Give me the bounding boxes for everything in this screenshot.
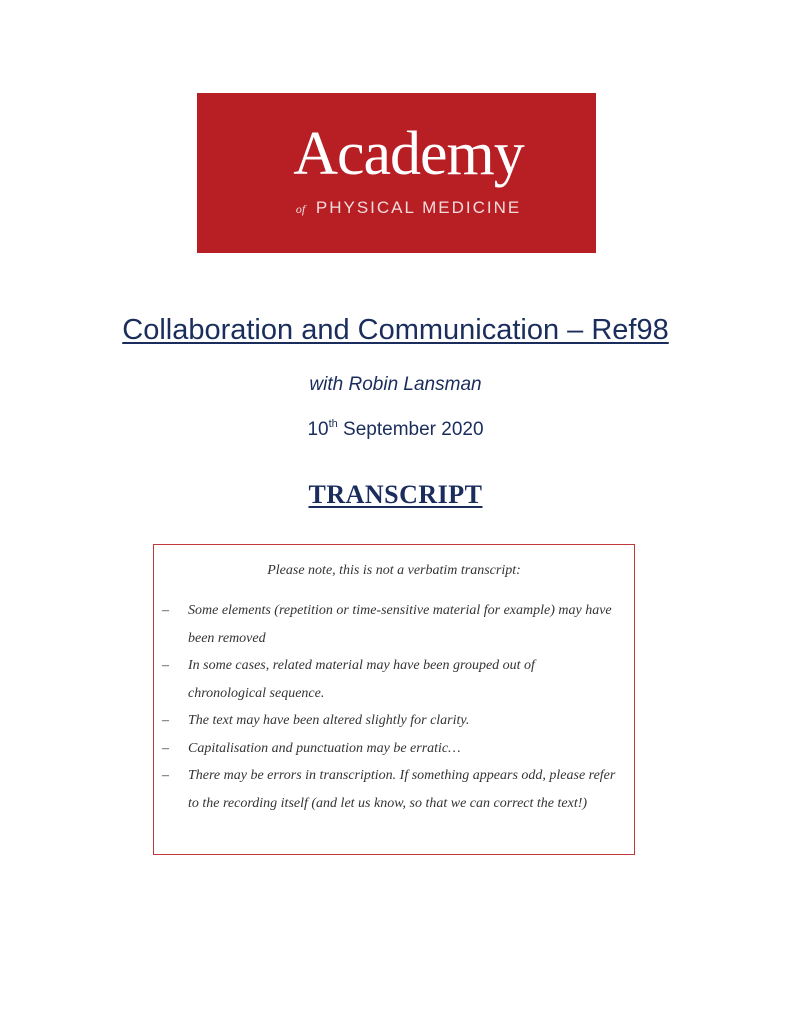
date-suffix: th (328, 418, 338, 430)
disclaimer-list (154, 597, 634, 817)
list-item-text: There may be errors in transcription. If something appears odd, please refer to the recording itself (and let us know, so that we can correct the text!) (188, 768, 616, 811)
dash-bullet: – (162, 740, 169, 756)
date-rest: September 2020 (343, 419, 484, 440)
document-title: Collaboration and Communication – Ref98 (122, 314, 669, 346)
presenter-line: with Robin Lansman (309, 374, 482, 395)
logo-wordmark: Academy (293, 120, 524, 188)
list-item (154, 762, 634, 817)
list-item (154, 707, 634, 735)
logo-subtitle-text: PHYSICAL MEDICINE (315, 198, 522, 217)
session-date (0, 418, 791, 441)
dash-bullet: – (162, 658, 169, 673)
list-item-text: The text may have been altered slightly for clarity. (188, 713, 470, 728)
disclaimer-intro: Please note, this is not a verbatim transcript: (267, 563, 521, 578)
date-day: 10 (307, 419, 329, 440)
dash-bullet: – (162, 768, 169, 783)
list-item (154, 652, 634, 707)
academy-logo (197, 93, 596, 253)
logo-subtitle-of: of (295, 202, 306, 216)
list-item (154, 597, 634, 652)
list-item-text: Some elements (repetition or time-sensitive material for example) may have been removed (188, 603, 612, 646)
list-item (154, 735, 634, 763)
list-item-text: Capitalisation and punctuation may be erratic… (188, 740, 461, 756)
transcript-heading: TRANSCRIPT (308, 480, 483, 509)
dash-bullet: – (162, 603, 169, 618)
logo-subtitle (209, 198, 608, 218)
dash-bullet: – (162, 713, 169, 728)
disclaimer-box (153, 544, 635, 855)
list-item-text: In some cases, related material may have been grouped out of chronological sequence. (188, 658, 535, 701)
